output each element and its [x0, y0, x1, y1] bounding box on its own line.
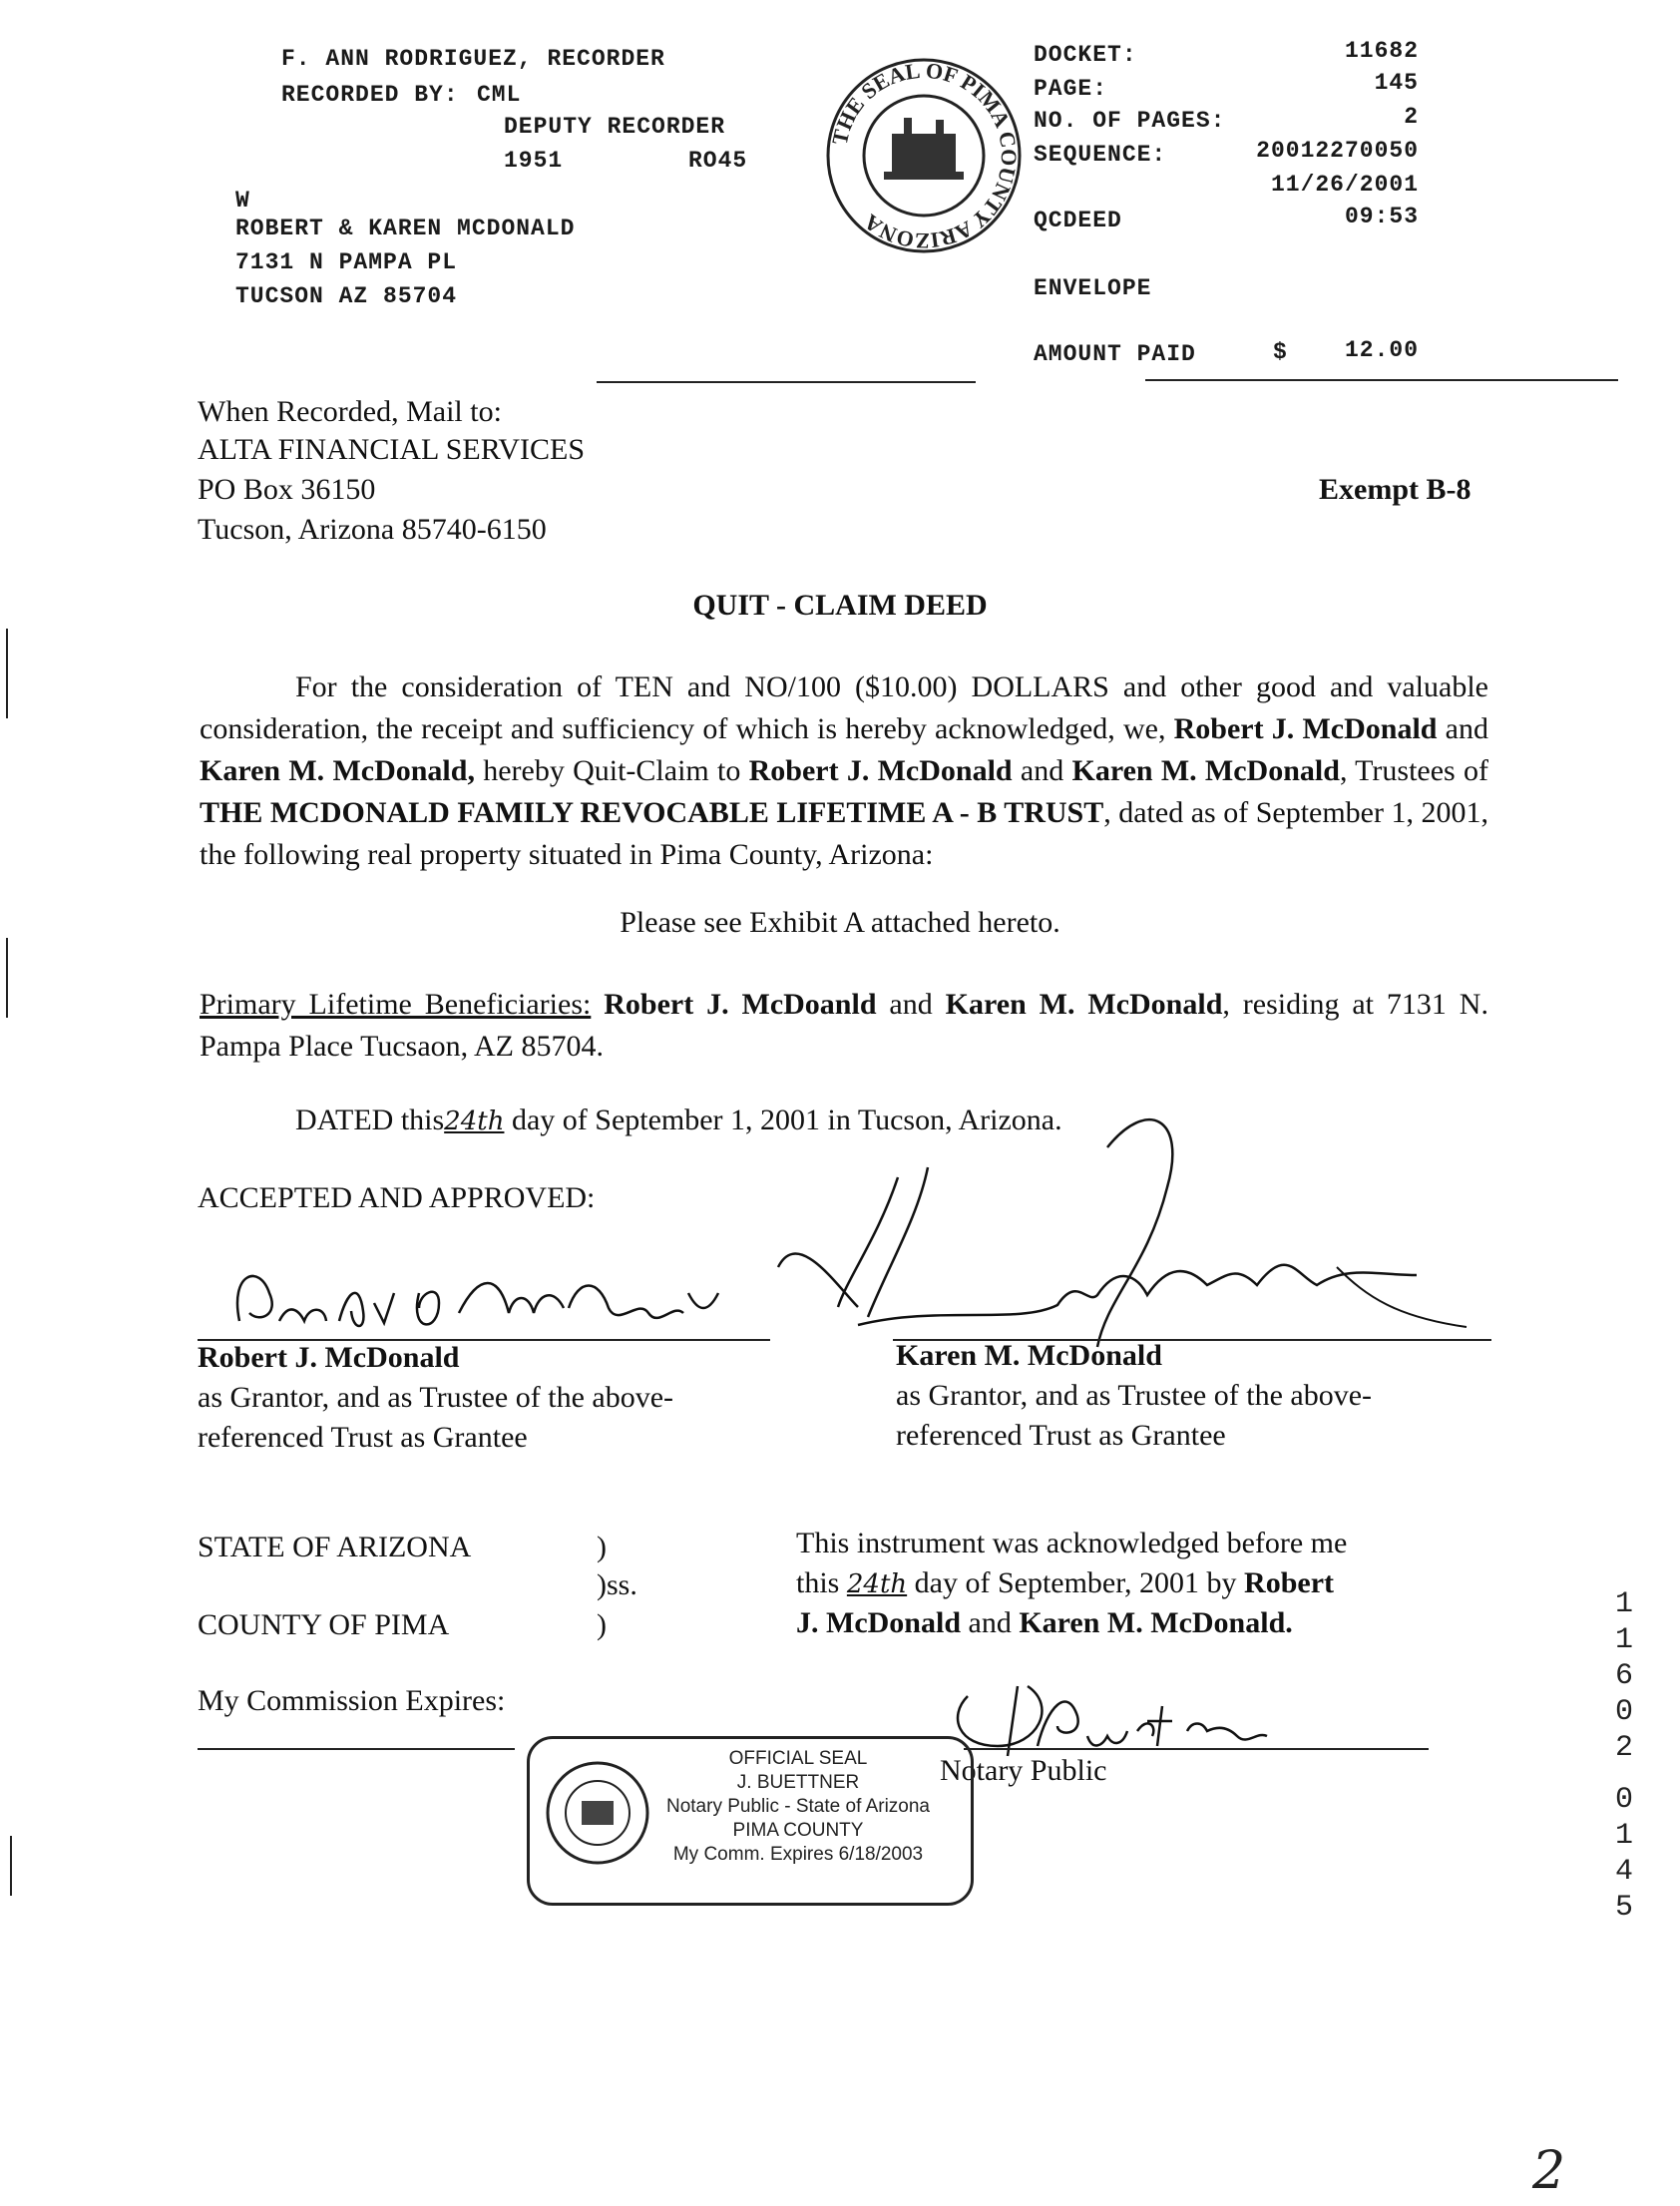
- recorded-by-label: RECORDED BY:: [281, 82, 459, 108]
- scan-artifact: [6, 629, 8, 718]
- stamp-line-1: OFFICIAL SEAL: [728, 1748, 868, 1769]
- county-seal-icon: [824, 56, 1024, 255]
- signature-notary: [948, 1676, 1367, 1766]
- ack-name-1a: Robert: [1244, 1566, 1335, 1599]
- ack-this: this: [796, 1566, 840, 1599]
- stamp-line-5: My Comm. Expires 6/18/2003: [672, 1844, 924, 1865]
- ack-day-handwritten: 24th: [846, 1569, 908, 1599]
- signer-role-left-1: as Grantor, and as Trustee of the above-: [198, 1381, 674, 1414]
- beneficiaries-label: Primary Lifetime Beneficiaries:: [200, 988, 592, 1021]
- venue-paren-2: ): [597, 1608, 607, 1641]
- beneficiary-name-2: Karen M. McDonald: [945, 988, 1223, 1021]
- record-time: 09:53: [1344, 204, 1419, 229]
- margin-digit: 0: [1614, 1783, 1633, 1817]
- margin-digit: 1: [1614, 1623, 1633, 1657]
- county-seal: [824, 56, 1024, 255]
- signer-name-left: Robert J. McDonald: [198, 1341, 460, 1374]
- scan-artifact: [10, 1836, 12, 1896]
- accepted-approved: ACCEPTED AND APPROVED:: [198, 1181, 596, 1214]
- notary-signature-line: [964, 1748, 1429, 1750]
- county-seal-text: THE SEAL OF PIMA COUNTY ARIZONA: [826, 57, 1023, 254]
- margin-digit: 0: [1614, 1695, 1633, 1729]
- trust-name: THE MCDONALD FAMILY REVOCABLE LIFETIME A - B TRUST: [200, 796, 1104, 829]
- quit-claim-text: hereby Quit-Claim to: [483, 754, 741, 787]
- sequence-label: SEQUENCE:: [1034, 142, 1167, 168]
- ack-name-2: Karen M. McDonald.: [1019, 1606, 1293, 1639]
- ack-mid: day of September, 2001 by: [914, 1566, 1237, 1599]
- grantor-name-2: Karen M. McDonald,: [200, 754, 475, 787]
- recorded-by-value: CML: [477, 82, 522, 108]
- conj-and: and: [889, 988, 933, 1021]
- amount-paid-label: AMOUNT PAID: [1034, 341, 1196, 367]
- signer-role-right-1: as Grantor, and as Trustee of the above-: [896, 1379, 1373, 1412]
- w-mark: W: [235, 188, 250, 214]
- recorder-code-right: RO45: [688, 148, 748, 174]
- pages-label: NO. OF PAGES:: [1034, 108, 1226, 134]
- page-number: 2: [1532, 2141, 1566, 2201]
- stamp-line-4: PIMA COUNTY: [732, 1820, 864, 1841]
- sequence-value: 20012270050: [1256, 138, 1419, 164]
- stamp-line-2: J. BUETTNER: [736, 1772, 860, 1793]
- exempt-code: Exempt B-8: [1319, 473, 1471, 506]
- grantee-name-2: Karen M. McDonald: [1071, 754, 1340, 787]
- stamp-line-3: Notary Public - State of Arizona: [665, 1796, 930, 1817]
- beneficiaries-paragraph: [200, 984, 1488, 1068]
- commission-expires-label: My Commission Expires:: [198, 1684, 506, 1717]
- signer-role-right-2: referenced Trust as Grantee: [896, 1419, 1226, 1452]
- margin-digit: 5: [1614, 1891, 1633, 1925]
- dated-suffix: day of September 1, 2001 in Tucson, Arizona.: [511, 1103, 1062, 1136]
- amount-paid-value: 12.00: [1344, 337, 1419, 363]
- docket-value: 11682: [1344, 38, 1419, 64]
- ack-and: and: [968, 1606, 1012, 1639]
- signature-karen: [778, 1107, 1536, 1377]
- return-city: TUCSON AZ 85704: [235, 283, 458, 309]
- header-rule: [1145, 379, 1618, 381]
- property-text: , dated as of September 1, 2001, the following real property situated in Pima County, Arizona:: [200, 796, 1488, 871]
- notary-stamp-text: [639, 1747, 957, 1867]
- margin-digit: 1: [1614, 1819, 1633, 1853]
- margin-digit: 1: [1614, 1587, 1633, 1621]
- venue-county: COUNTY OF PIMA: [198, 1608, 450, 1641]
- doc-type-label: QCDEED: [1034, 208, 1122, 233]
- grantor-name-1: Robert J. McDonald: [1173, 712, 1438, 745]
- amount-currency: $: [1273, 339, 1288, 365]
- mail-to-line-1: When Recorded, Mail to:: [198, 395, 502, 428]
- beneficiary-name-1: Robert J. McDoanld: [604, 988, 877, 1021]
- document-title: QUIT - CLAIM DEED: [692, 589, 988, 622]
- margin-digit: 2: [1614, 1731, 1633, 1765]
- signer-role-left-2: referenced Trust as Grantee: [198, 1421, 528, 1454]
- ack-line-3: [796, 1606, 1293, 1640]
- consideration-text: For the consideration of TEN and NO/100 ($10.00) DOLLARS and other good and valuable consideration, the receipt and sufficiency of which is hereby acknowledged, we,: [200, 670, 1488, 745]
- margin-docket-stamp: [1606, 1586, 1642, 1926]
- deputy-recorder-label: DEPUTY RECORDER: [504, 114, 726, 140]
- page-label: PAGE:: [1034, 76, 1108, 102]
- notary-public-label: Notary Public: [940, 1754, 1107, 1787]
- scan-artifact: [6, 938, 8, 1018]
- signature-robert: [200, 1253, 778, 1343]
- trustees-of-text: , Trustees of: [1339, 754, 1488, 787]
- venue-state: STATE OF ARIZONA: [198, 1531, 472, 1563]
- page-value: 145: [1374, 70, 1419, 96]
- commission-expires-line: [198, 1748, 515, 1750]
- margin-digit: 6: [1614, 1659, 1633, 1693]
- header-rule-dashed: [597, 381, 976, 383]
- ack-line-1: This instrument was acknowledged before me: [796, 1527, 1348, 1559]
- grantee-name-1: Robert J. McDonald: [748, 754, 1013, 787]
- pages-value: 2: [1404, 104, 1419, 130]
- dated-prefix: DATED this: [295, 1103, 445, 1136]
- return-name: ROBERT & KAREN MCDONALD: [235, 216, 576, 241]
- residence-text: , residing at 7131 N. Pampa Place Tucsaon, AZ 85704.: [200, 988, 1488, 1063]
- consideration-paragraph: [200, 666, 1488, 876]
- conj-and: and: [1020, 754, 1064, 787]
- signer-name-right: Karen M. McDonald: [896, 1339, 1162, 1372]
- mail-to-line-3: PO Box 36150: [198, 473, 376, 506]
- notary-official-seal: [527, 1736, 974, 1906]
- recorder-name: F. ANN RODRIGUEZ, RECORDER: [281, 46, 665, 72]
- mail-to-line-4: Tucson, Arizona 85740-6150: [198, 513, 547, 546]
- record-date: 11/26/2001: [1270, 172, 1419, 198]
- notary-seal-icon: [544, 1759, 651, 1867]
- return-street: 7131 N PAMPA PL: [235, 249, 458, 275]
- ack-line-2: [796, 1566, 1334, 1600]
- recorder-code-left: 1951: [504, 148, 564, 174]
- venue-ss: )ss.: [597, 1568, 637, 1601]
- venue-paren-1: ): [597, 1531, 607, 1563]
- exhibit-reference: Please see Exhibit A attached hereto.: [620, 906, 1060, 939]
- ack-name-1b: J. McDonald: [796, 1606, 961, 1639]
- docket-label: DOCKET:: [1034, 42, 1137, 68]
- dated-day-handwritten: 24th: [444, 1106, 505, 1136]
- conj-and: and: [1445, 712, 1488, 745]
- margin-digit: 4: [1614, 1855, 1633, 1889]
- envelope-label: ENVELOPE: [1034, 275, 1152, 301]
- mail-to-line-2: ALTA FINANCIAL SERVICES: [198, 433, 586, 466]
